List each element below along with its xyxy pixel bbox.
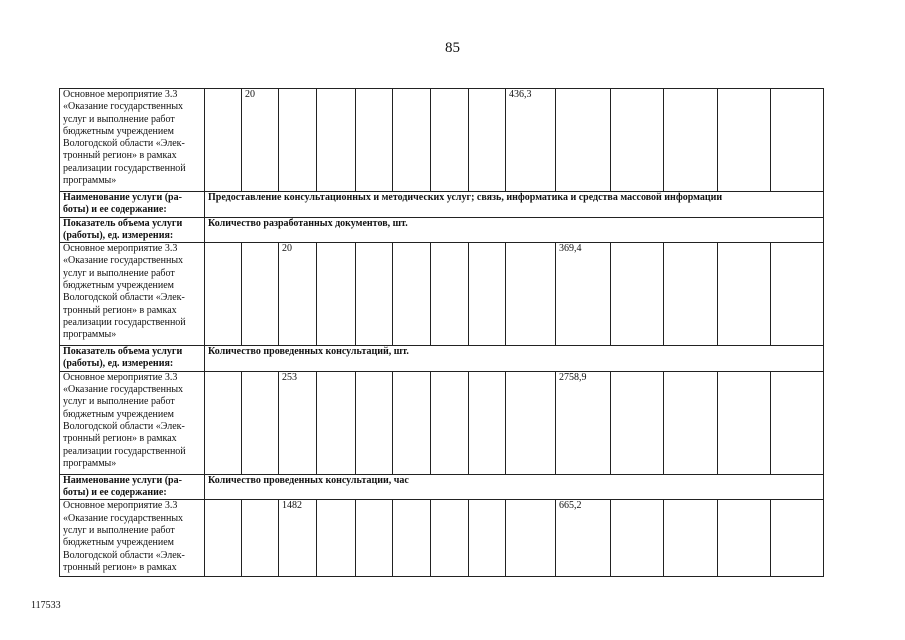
table-cell <box>469 89 506 192</box>
section-content: Количество проведенных консультации, час <box>205 474 824 500</box>
section-content: Количество разработанных документов, шт. <box>205 217 824 243</box>
table-cell <box>469 243 506 346</box>
table-cell <box>469 371 506 474</box>
table-cell <box>205 371 242 474</box>
table-cell <box>317 500 356 577</box>
table-cell <box>356 89 393 192</box>
quantity-cell: 1482 <box>279 500 317 577</box>
table-cell <box>356 243 393 346</box>
table-cell <box>771 243 824 346</box>
page-number: 85 <box>445 40 460 56</box>
table-cell <box>356 500 393 577</box>
table-cell <box>317 243 356 346</box>
table-cell <box>771 500 824 577</box>
table-cell <box>205 89 242 192</box>
row-label: Основное мероприятие 3.3 «Оказание государственных услуг и выполнение работ бюджетным учреждением Вологодской области «Элек-тронный регион» в рамках реализации государственной программы» <box>60 89 205 192</box>
table-cell <box>664 500 718 577</box>
table-cell <box>506 371 556 474</box>
table-cell <box>664 371 718 474</box>
table-cell <box>718 500 771 577</box>
amount-cell: 369,4 <box>556 243 611 346</box>
section-label: Показатель объема услуги (работы), ед. измерения: <box>60 217 205 243</box>
table-row <box>60 217 824 243</box>
quantity-cell: 253 <box>279 371 317 474</box>
table-cell <box>317 371 356 474</box>
table-row <box>60 474 824 500</box>
row-label: Основное мероприятие 3.3 «Оказание государственных услуг и выполнение работ бюджетным учреждением Вологодской области «Элек-тронный регион» в рамках реализации государственной программы» <box>60 371 205 474</box>
table-cell <box>718 371 771 474</box>
table-cell <box>771 371 824 474</box>
section-label: Наименование услуги (ра-боты) и ее содержание: <box>60 474 205 500</box>
table-cell <box>205 243 242 346</box>
section-content: Предоставление консультационных и методических услуг; связь, информатика и средства массовой информации <box>205 192 824 218</box>
table-row <box>60 89 824 192</box>
table-row <box>60 346 824 372</box>
amount-cell: 665,2 <box>556 500 611 577</box>
table-cell <box>242 243 279 346</box>
quantity-cell: 20 <box>279 243 317 346</box>
table-row <box>60 243 824 346</box>
table-cell <box>279 89 317 192</box>
table-cell <box>506 243 556 346</box>
table-cell <box>718 89 771 192</box>
section-label: Показатель объема услуги (работы), ед. измерения: <box>60 346 205 372</box>
table-cell <box>431 500 469 577</box>
table-cell <box>393 89 431 192</box>
table-cell <box>469 500 506 577</box>
table-row <box>60 192 824 218</box>
table-cell <box>718 243 771 346</box>
section-content: Количество проведенных консультаций, шт. <box>205 346 824 372</box>
table-cell <box>393 371 431 474</box>
table-cell <box>205 500 242 577</box>
table-cell <box>506 500 556 577</box>
amount-cell: 2758,9 <box>556 371 611 474</box>
table-cell <box>611 89 664 192</box>
table-cell <box>664 243 718 346</box>
table-row <box>60 371 824 474</box>
table-cell <box>393 500 431 577</box>
table-cell <box>242 500 279 577</box>
row-label: Основное мероприятие 3.3 «Оказание государственных услуг и выполнение работ бюджетным учреждением Вологодской области «Элек-тронный регион» в рамках <box>60 500 205 577</box>
table-cell <box>431 89 469 192</box>
table-cell <box>611 371 664 474</box>
table-cell <box>393 243 431 346</box>
section-label: Наименование услуги (ра-боты) и ее содержание: <box>60 192 205 218</box>
table-cell <box>431 243 469 346</box>
table-row <box>60 500 824 577</box>
table-cell <box>611 243 664 346</box>
table-cell <box>556 89 611 192</box>
table-cell <box>317 89 356 192</box>
table-cell <box>611 500 664 577</box>
amount-cell: 436,3 <box>506 89 556 192</box>
table-cell <box>771 89 824 192</box>
table-cell <box>356 371 393 474</box>
document-code: 117533 <box>31 600 61 611</box>
quantity-cell: 20 <box>242 89 279 192</box>
data-table <box>59 88 824 577</box>
table-cell <box>431 371 469 474</box>
table-cell <box>664 89 718 192</box>
row-label: Основное мероприятие 3.3 «Оказание государственных услуг и выполнение работ бюджетным учреждением Вологодской области «Элек-тронный регион» в рамках реализации государственной программы» <box>60 243 205 346</box>
table-cell <box>242 371 279 474</box>
